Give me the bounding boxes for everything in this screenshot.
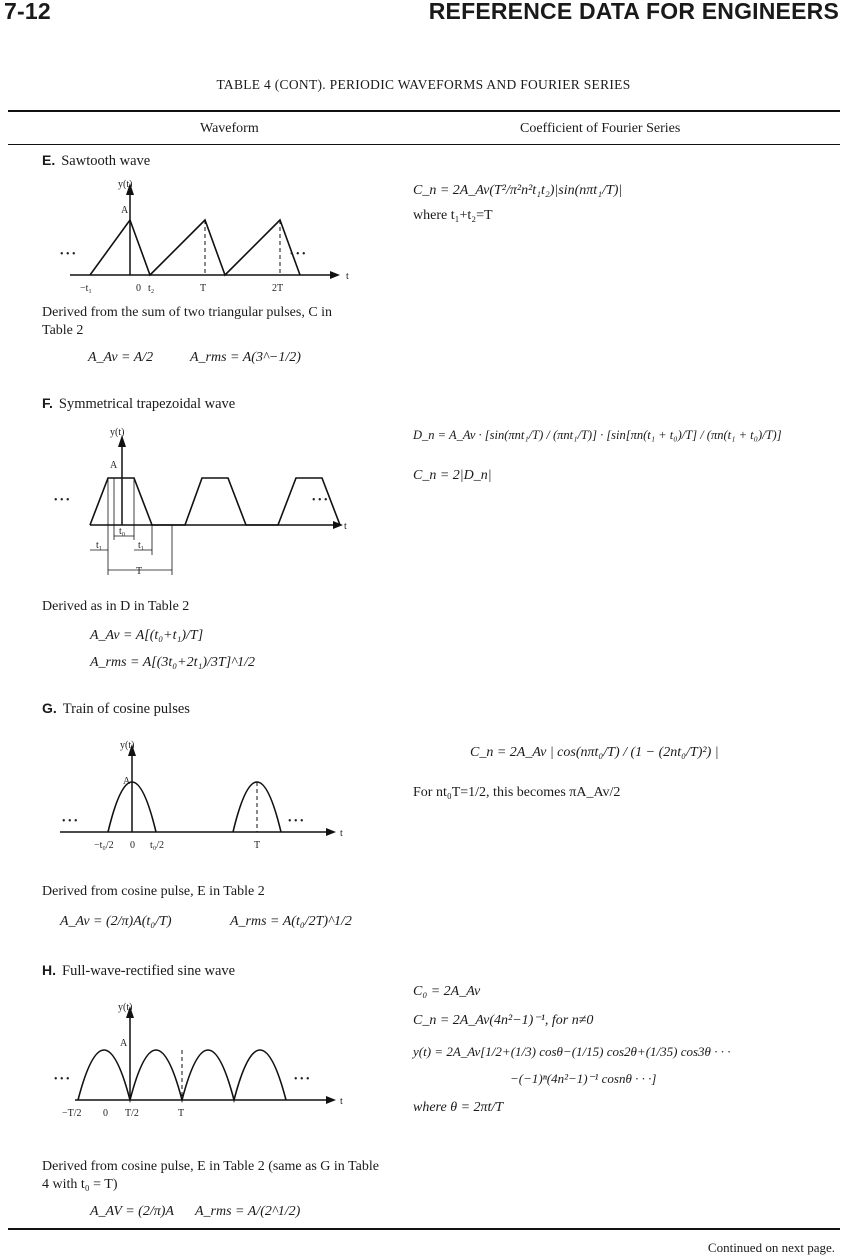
cosine-pulse-plot	[50, 732, 350, 862]
running-title: REFERENCE DATA FOR ENGINEERS	[428, 0, 839, 24]
tick-label: −t₁	[80, 283, 92, 294]
tick-label: −T/2	[62, 1108, 82, 1119]
ellipsis-right: • • •	[288, 816, 304, 827]
column-head-waveform: Waveform	[200, 121, 259, 136]
section-g-average: A_Av = (2/π)A(t₀/T)	[60, 914, 172, 929]
y-axis-label: y(t)	[110, 427, 125, 438]
section-h-series-continued: −(−1)ⁿ(4n²−1)⁻¹ cosnθ · · ·]	[510, 1071, 657, 1086]
section-name: Train of cosine pulses	[62, 701, 190, 717]
ellipsis-left: • • •	[54, 495, 70, 506]
section-g-rms: A_rms = A(t₀/2T)^1/2	[230, 914, 352, 929]
column-head-coefficients: Coefficient of Fourier Series	[520, 121, 681, 136]
header-rule	[8, 144, 840, 145]
amplitude-label: A	[123, 776, 131, 787]
y-axis-label: y(t)	[118, 1002, 133, 1013]
section-letter: E.	[42, 152, 56, 168]
ellipsis-right: • • •	[294, 1074, 310, 1085]
y-axis-label: y(t)	[120, 740, 135, 751]
amplitude-label: A	[120, 1038, 128, 1049]
t-axis-arrow	[326, 828, 336, 836]
tick-label: t₂	[148, 283, 155, 294]
sawtooth-trace	[90, 220, 300, 275]
section-h-average: A_AV = (2/π)A	[90, 1204, 174, 1219]
section-letter: F.	[42, 395, 53, 411]
section-e-coefficient: C_n = 2A_Av(T²/π²n²t₁t₂)|sin(nπt₁/T)|	[413, 183, 623, 198]
section-h-c0: C₀ = 2A_Av	[413, 984, 481, 999]
ellipsis-left: • • •	[60, 249, 76, 260]
t1-label: t₁	[96, 540, 103, 551]
section-h-cn: C_n = 2A_Av(4n²−1)⁻¹, for n≠0	[413, 1013, 594, 1028]
section-f-rms: A_rms = A[(3t₀+2t₁)/3T]^1/2	[90, 655, 255, 670]
section-e-derivation: Derived from the sum of two triangular pulses, C in Table 2	[42, 305, 333, 338]
period-label: T	[136, 566, 143, 577]
section-f-derivation: Derived as in D in Table 2	[42, 599, 190, 614]
section-h-series: y(t) = 2A_Av[1/2+(1/3) cosθ−(1/15) cos2θ+(1/35) cos3θ · · ·	[413, 1044, 731, 1059]
tick-label: t₀/2	[150, 840, 165, 851]
t0-label: t₀	[119, 526, 126, 537]
ellipsis-left: • • •	[54, 1074, 70, 1085]
bottom-rule	[8, 1228, 840, 1230]
section-g-title	[42, 700, 190, 718]
t-axis-label: t	[340, 828, 343, 839]
section-g-coefficient: C_n = 2A_Av | cos(nπt₀/T) / (1 − (2nt₀/T)²) |	[470, 745, 719, 760]
section-h-theta-definition: where θ = 2πt/T	[413, 1100, 504, 1115]
tick-label: T	[178, 1108, 185, 1119]
amplitude-label: A	[121, 205, 129, 216]
trapezoidal-wave-plot	[50, 425, 350, 585]
rectified-sine-plot	[50, 1000, 350, 1130]
tick-label: T/2	[125, 1108, 139, 1119]
tick-label: −t₀/2	[94, 840, 114, 851]
trapezoid-trace	[90, 478, 340, 525]
table-caption: TABLE 4 (CONT). PERIODIC WAVEFORMS AND FOURIER SERIES	[216, 77, 631, 92]
ellipsis-right: • • •	[290, 249, 306, 260]
t-axis-arrow	[326, 1096, 336, 1104]
section-name: Symmetrical trapezoidal wave	[58, 396, 236, 412]
section-g-derivation: Derived from cosine pulse, E in Table 2	[42, 884, 265, 899]
y-axis-label: y(t)	[118, 179, 133, 190]
t-axis-arrow	[333, 521, 343, 529]
t-axis-arrow	[330, 271, 340, 279]
top-rule	[8, 110, 840, 112]
section-name: Full-wave-rectified sine wave	[62, 963, 236, 979]
section-f-title	[42, 395, 235, 413]
ellipsis-right: • • •	[312, 495, 328, 506]
t-axis-label: t	[346, 271, 349, 282]
t-axis-label: t	[340, 1096, 343, 1107]
section-name: Sawtooth wave	[61, 153, 151, 169]
page-number: 7-12	[4, 0, 51, 24]
section-e-condition: where t₁+t₂=T	[413, 208, 493, 223]
section-letter: H.	[42, 962, 56, 978]
section-f-coefficient: D_n = A_Av · [sin(πnt₁/T) / (πnt₁/T)] · [sin[πn(t₁ + t₀)/T] / (πn(t₁ + t₀)/T)]	[413, 428, 782, 442]
amplitude-label: A	[110, 460, 118, 471]
t-axis-label: t	[344, 521, 347, 532]
continued-note: Continued on next page.	[707, 1240, 835, 1255]
section-g-special-case: For nt₀T=1/2, this becomes πA_Av/2	[413, 785, 621, 800]
section-h-rms: A_rms = A/(2^1/2)	[195, 1204, 301, 1219]
section-h-derivation: Derived from cosine pulse, E in Table 2 (same as G in Table 4 with t₀ = T)	[42, 1159, 379, 1192]
sawtooth-wave-plot	[50, 175, 350, 305]
tick-label: T	[254, 840, 261, 851]
section-f-average: A_Av = A[(t₀+t₁)/T]	[90, 628, 204, 643]
tick-label: 0	[136, 283, 141, 294]
section-f-coefficient-magnitude: C_n = 2|D_n|	[413, 468, 492, 483]
tick-label: 2T	[272, 283, 284, 294]
section-e-average: A_Av = A/2	[88, 350, 154, 365]
t1-label: t₁	[138, 540, 145, 551]
section-letter: G.	[42, 700, 57, 716]
ellipsis-left: • • •	[62, 816, 78, 827]
section-e-title	[42, 152, 150, 170]
tick-label: T	[200, 283, 207, 294]
section-h-title	[42, 962, 235, 980]
tick-label: 0	[130, 840, 135, 851]
section-e-rms: A_rms = A(3^−1/2)	[190, 350, 301, 365]
tick-label: 0	[103, 1108, 108, 1119]
